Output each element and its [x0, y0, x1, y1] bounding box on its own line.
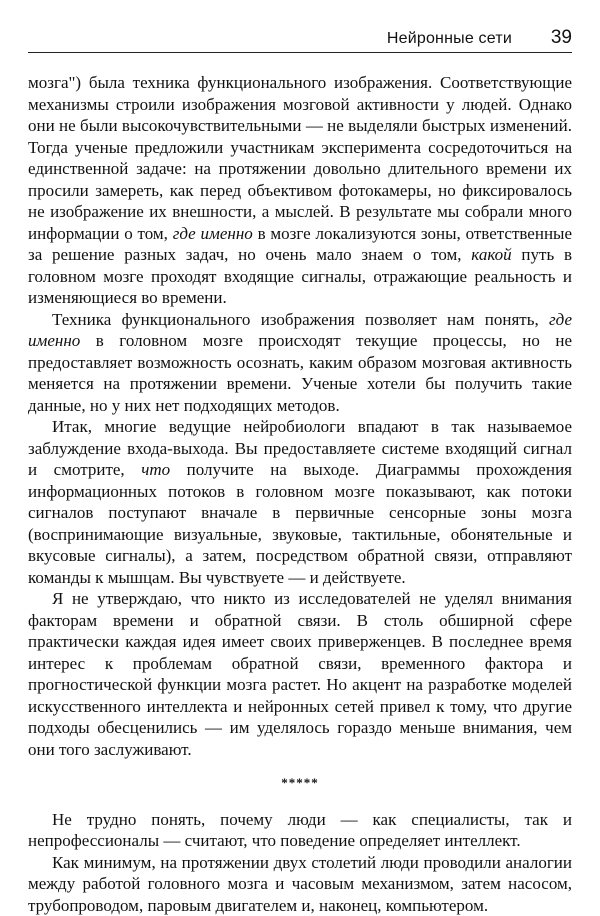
text-run: в головном мозге происходят текущие процессы, но не предоставляет возможность осознать, каким образом мозговая активность меняется на протяжении времени. Ученые хотели бы получить такие данные, но у них нет подходящих методов. — [28, 331, 572, 415]
text-run: получите на выходе. Диаграммы прохождения информационных потоков в головном мозге показывают, как потоки сигналов поступают вначале в первичные сенсорные зоны мозга (воспринимающие визуальные, звуковые, тактильные, обонятельные и вкусовые сигналы), а затем, посредством обратной связи, отправляют команды к мышцам. Вы чувствуете — и действуете. — [28, 460, 572, 587]
text-run: в мозге локализуются зоны, ответственные за решение разных задач, но очень мало знаем о том, — [28, 224, 572, 265]
emphasis: где именно — [28, 310, 572, 351]
paragraph-5: Не трудно понять, почему люди — как специалисты, так и непрофессионалы — считают, что поведение определяет интеллект. — [28, 809, 572, 852]
paragraph-6: Как минимум, на протяжении двух столетий люди проводили аналогии между работой головного мозга и часовым механизмом, затем насосом, трубопроводом, паровым двигателем и, наконец, компьютером. — [28, 852, 572, 916]
paragraph-1 — [28, 72, 572, 309]
text-run: Итак, многие ведущие нейробиологи впадают в так называемое заблуждение входа-выхода. Вы предоставляете системе входящий сигнал и смотрите, — [28, 417, 572, 479]
text-run: мозга") была техника функционального изображения. Соответствующие механизмы строили изображения мозговой активности у людей. Однако они не были высокочувствительными — не выделяли быстрых изменений. Тогда ученые предложили участникам эксперимента сосредоточиться на единственной задаче: на протяжении довольно длительного времени их просили замереть, как перед объективом фотокамеры, но фиксировалось не изображение их внешности, а мыслей. В результате мы собрали много информации о том, — [28, 73, 572, 243]
paragraph-3 — [28, 416, 572, 588]
running-header — [28, 26, 572, 53]
paragraph-4: Я не утверждаю, что никто из исследователей не уделял внимания факторам времени и обратной связи. В столь обширной сфере практически каждая идея имеет своих приверженцев. В последнее время интерес к проблемам обратной связи, временного фактора и прогностической функции мозга растет. Но акцент на разработке моделей искусственного интеллекта и нейронных сетей привел к тому, что другие подходы обесценились — им уделялось гораздо меньше внимания, чем они того заслуживают. — [28, 588, 572, 760]
text-run: путь в головном мозге проходят входящие сигналы, отражающие реальность и изменяющиеся во времени. — [28, 245, 572, 307]
emphasis: что — [141, 460, 170, 479]
page-number: 39 — [551, 27, 572, 49]
paragraph-2 — [28, 309, 572, 417]
section-title: Нейронные сети — [387, 30, 512, 48]
text-run: Техника функционального изображения позволяет нам понять, — [52, 310, 549, 329]
emphasis: какой — [471, 245, 511, 264]
section-separator: ***** — [28, 772, 572, 794]
emphasis: где именно — [173, 224, 253, 243]
body-text — [28, 72, 572, 916]
